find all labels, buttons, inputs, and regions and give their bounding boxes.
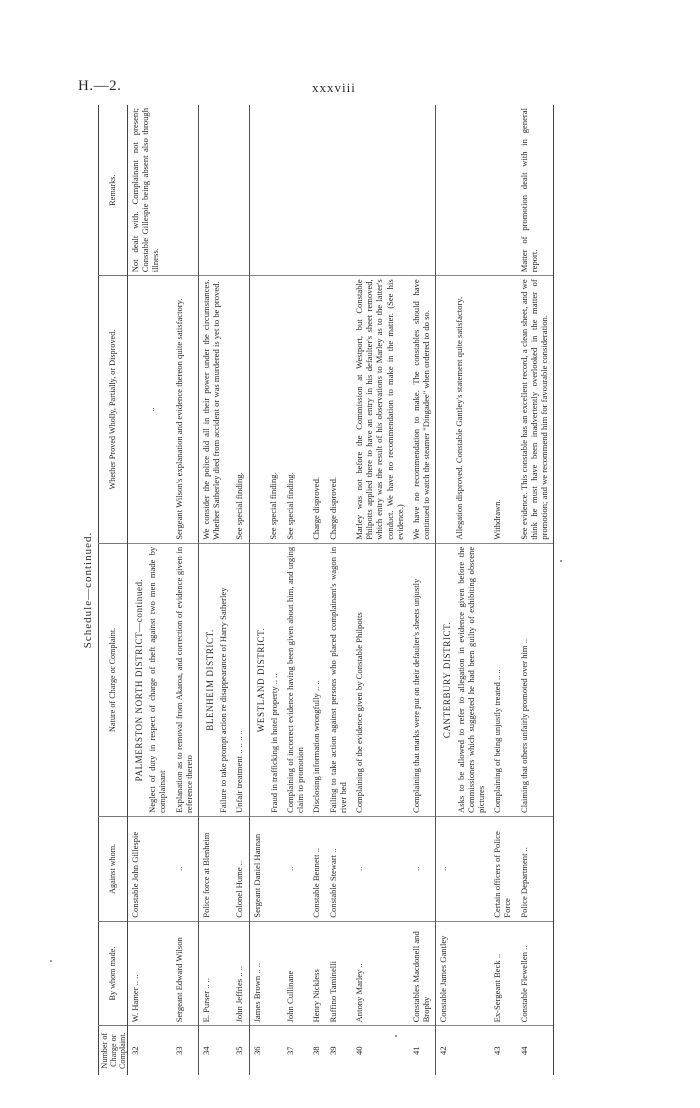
finding: Marley was not before the Commission at Westport, but Constable Philpotts applied there to have an entry in his defaulter's sheet removed, which entry was the result of his observations to Marley as to the latter's conduct. We have no recommendation to make in the matter. (See his evidence.) [352,276,409,544]
respondent: Sergeant Daniel Hannan [249,816,283,921]
table-row [326,105,352,1075]
table-row [517,105,554,1075]
respondent: Police force at Blenheim [199,816,233,921]
complainant: Sergeant Edward Wilson [172,921,199,1026]
nature-cell [128,543,172,816]
charge-text: Failure to take prompt action re disappearance of Harry Satherley [218,587,229,813]
column-header-number: Number of Charge or Complaint. [99,1026,128,1075]
remarks-text [249,105,283,276]
remarks-text [199,105,233,276]
column-header-by-whom: By whom made. [99,921,128,1026]
table-row [409,105,436,1075]
finding: See special finding. [283,276,309,544]
remarks-text [326,105,352,276]
remarks-text [232,105,249,276]
row-number: 36 [249,1026,283,1075]
charge-text: Asks to be allowed to refer to allegation in evidence given before the Commissioners which suggested he had been guilty of exhibiting obscene pictures [455,546,487,813]
complainant: Constable Flewellen .. [517,921,554,1026]
table-row [490,105,516,1075]
table-row [172,105,199,1075]
schedule-table [98,105,554,1075]
respondent: .. [283,816,309,921]
remarks-text: Matter of promotion dealt with in general report. [517,105,554,276]
remarks-text [309,105,325,276]
respondent: Constable Bennett .. [309,816,325,921]
charge-text: Complaining of the evidence given by Constable Philpotts [352,543,409,816]
respondent: .. [409,816,436,921]
charge-text: Complaining that marks were put on their defaulter's sheets unjustly [409,543,436,816]
charge-text: Unfair treatment .. .. .. .. [232,543,249,816]
remarks-text [409,105,436,276]
row-number: 39 [326,1026,352,1075]
column-header-proved: Whether Proved Wholly, Partially, or Disproved. [99,276,128,544]
finding: Sergeant Wilson's explanation and evidence thereon quite satisfactory. [172,276,199,544]
row-number: 37 [283,1026,309,1075]
scan-speck [395,1035,397,1037]
finding: See special finding. [232,276,249,544]
remarks-text [436,105,490,276]
district-heading-palmerston: PALMERSTON NORTH DISTRICT—continued. [134,578,144,782]
schedule-title: Schedule—continued. [82,531,94,649]
finding: We consider the police did all in their power under the circumstances. Whether Satherley died from accident or was murdered is yet to be proved. [199,276,233,544]
row-number: 41 [409,1026,436,1075]
finding: Charge disproved. [309,276,325,544]
table-header-row [99,105,128,1075]
complainant: Ruffino Taminelli [326,921,352,1026]
complainant: John Jeffries .. .. [232,921,249,1026]
district-heading-canterbury: CANTERBURY DISTRICT. [442,621,453,739]
district-heading-westland: WESTLAND DISTRICT. [255,627,266,733]
row-number: 38 [309,1026,325,1075]
table-row [283,105,309,1075]
charge-text: Complaining of incorrect evidence having been given about him, and urging claim to promotion [283,543,309,816]
remarks-text [283,105,309,276]
finding: Withdrawn. [490,276,516,544]
column-header-remarks: Remarks. [99,105,128,276]
complainant: Antony Marley .. [352,921,409,1026]
charge-text: Claiming that others unfairly promoted over him .. [517,543,554,816]
respondent: Police Department .. [517,816,554,921]
table-row [199,105,233,1075]
nature-cell [249,543,283,816]
table-row [436,105,490,1075]
respondent: .. [436,816,490,921]
respondent: .. [352,816,409,921]
row-number: 33 [172,1026,199,1075]
table-row [232,105,249,1075]
table-row [309,105,325,1075]
charge-text: Complaining of being unjustly treated .. .. [490,543,516,816]
row-number: 44 [517,1026,554,1075]
complainant: Constable James Gantley [436,921,490,1026]
finding: Allegation disproved. Constable Gantley's statement quite satisfactory. [436,276,490,544]
charge-text: Fraud in trafficking in hotel property .. .. [268,673,279,813]
finding: See evidence. This constable has an excellent record, a clean sheet, and we think he must have been inadvertently overlooked in the matter of promotion; and we recommend him for favourable consideration. [517,276,554,544]
complainant: Ex-Sergeant Beck .. [490,921,516,1026]
nature-cell [199,543,233,816]
rotated-schedule-table [78,105,658,1075]
complainant: James Brown .. .. [249,921,283,1026]
charge-text: Neglect of duty in respect of charge of theft against two men made by complainant [147,546,168,813]
charge-text: Explanation as to removal from Akaroa, and correction of evidence given in reference thereto [172,543,199,816]
row-number: 42 [436,1026,490,1075]
remarks-text [490,105,516,276]
row-number: 40 [352,1026,409,1075]
respondent: Colonel Hume .. [232,816,249,921]
finding: We have no recommendation to make. The constables should have continued to watch the steamer "Dingadee" when ordered to do so. [409,276,436,544]
finding: Charge disproved. [326,276,352,544]
complainant: E. Purser .. .. [199,921,233,1026]
respondent: .. [172,816,199,921]
column-header-nature: Nature of Charge or Complaint. [99,543,128,816]
remarks-text: Not dealt with. Complainant not present; Constable Gillespie being absent also through illness. [130,108,161,273]
row-number: 32 [128,1026,172,1075]
finding: See special finding. [249,276,283,544]
respondent: Constable John Gillespie [128,816,172,921]
scan-speck [50,960,52,962]
remarks-text [352,105,409,276]
remarks-text [172,105,199,276]
complainant: Constables Macdonell and Brophy [409,921,436,1026]
row-number: 35 [232,1026,249,1075]
scan-speck [560,560,562,562]
finding: .. [128,276,172,544]
page-code: H.—2. [78,78,122,94]
page-number: xxxviii [312,80,356,95]
respondent: Constable Stewart .. [326,816,352,921]
complainant: Henry Nickless [309,921,325,1026]
row-number: 34 [199,1026,233,1075]
charge-text: Disclosing information wrongfully .. .. [309,543,325,816]
table-row [128,105,172,1075]
table-row [352,105,409,1075]
complainant: John Cullinane [283,921,309,1026]
column-header-against: Against whom. [99,816,128,921]
complainant: W. Hamer .. .. [128,921,172,1026]
district-heading-blenheim: BLENHEIM DISTRICT. [205,629,216,731]
charge-text: Failing to take action against persons who placed complainant's wagon in river bed [326,543,352,816]
table-row [249,105,283,1075]
respondent: Certain officers of Police Force [490,816,516,921]
nature-cell [436,543,490,816]
row-number: 43 [490,1026,516,1075]
